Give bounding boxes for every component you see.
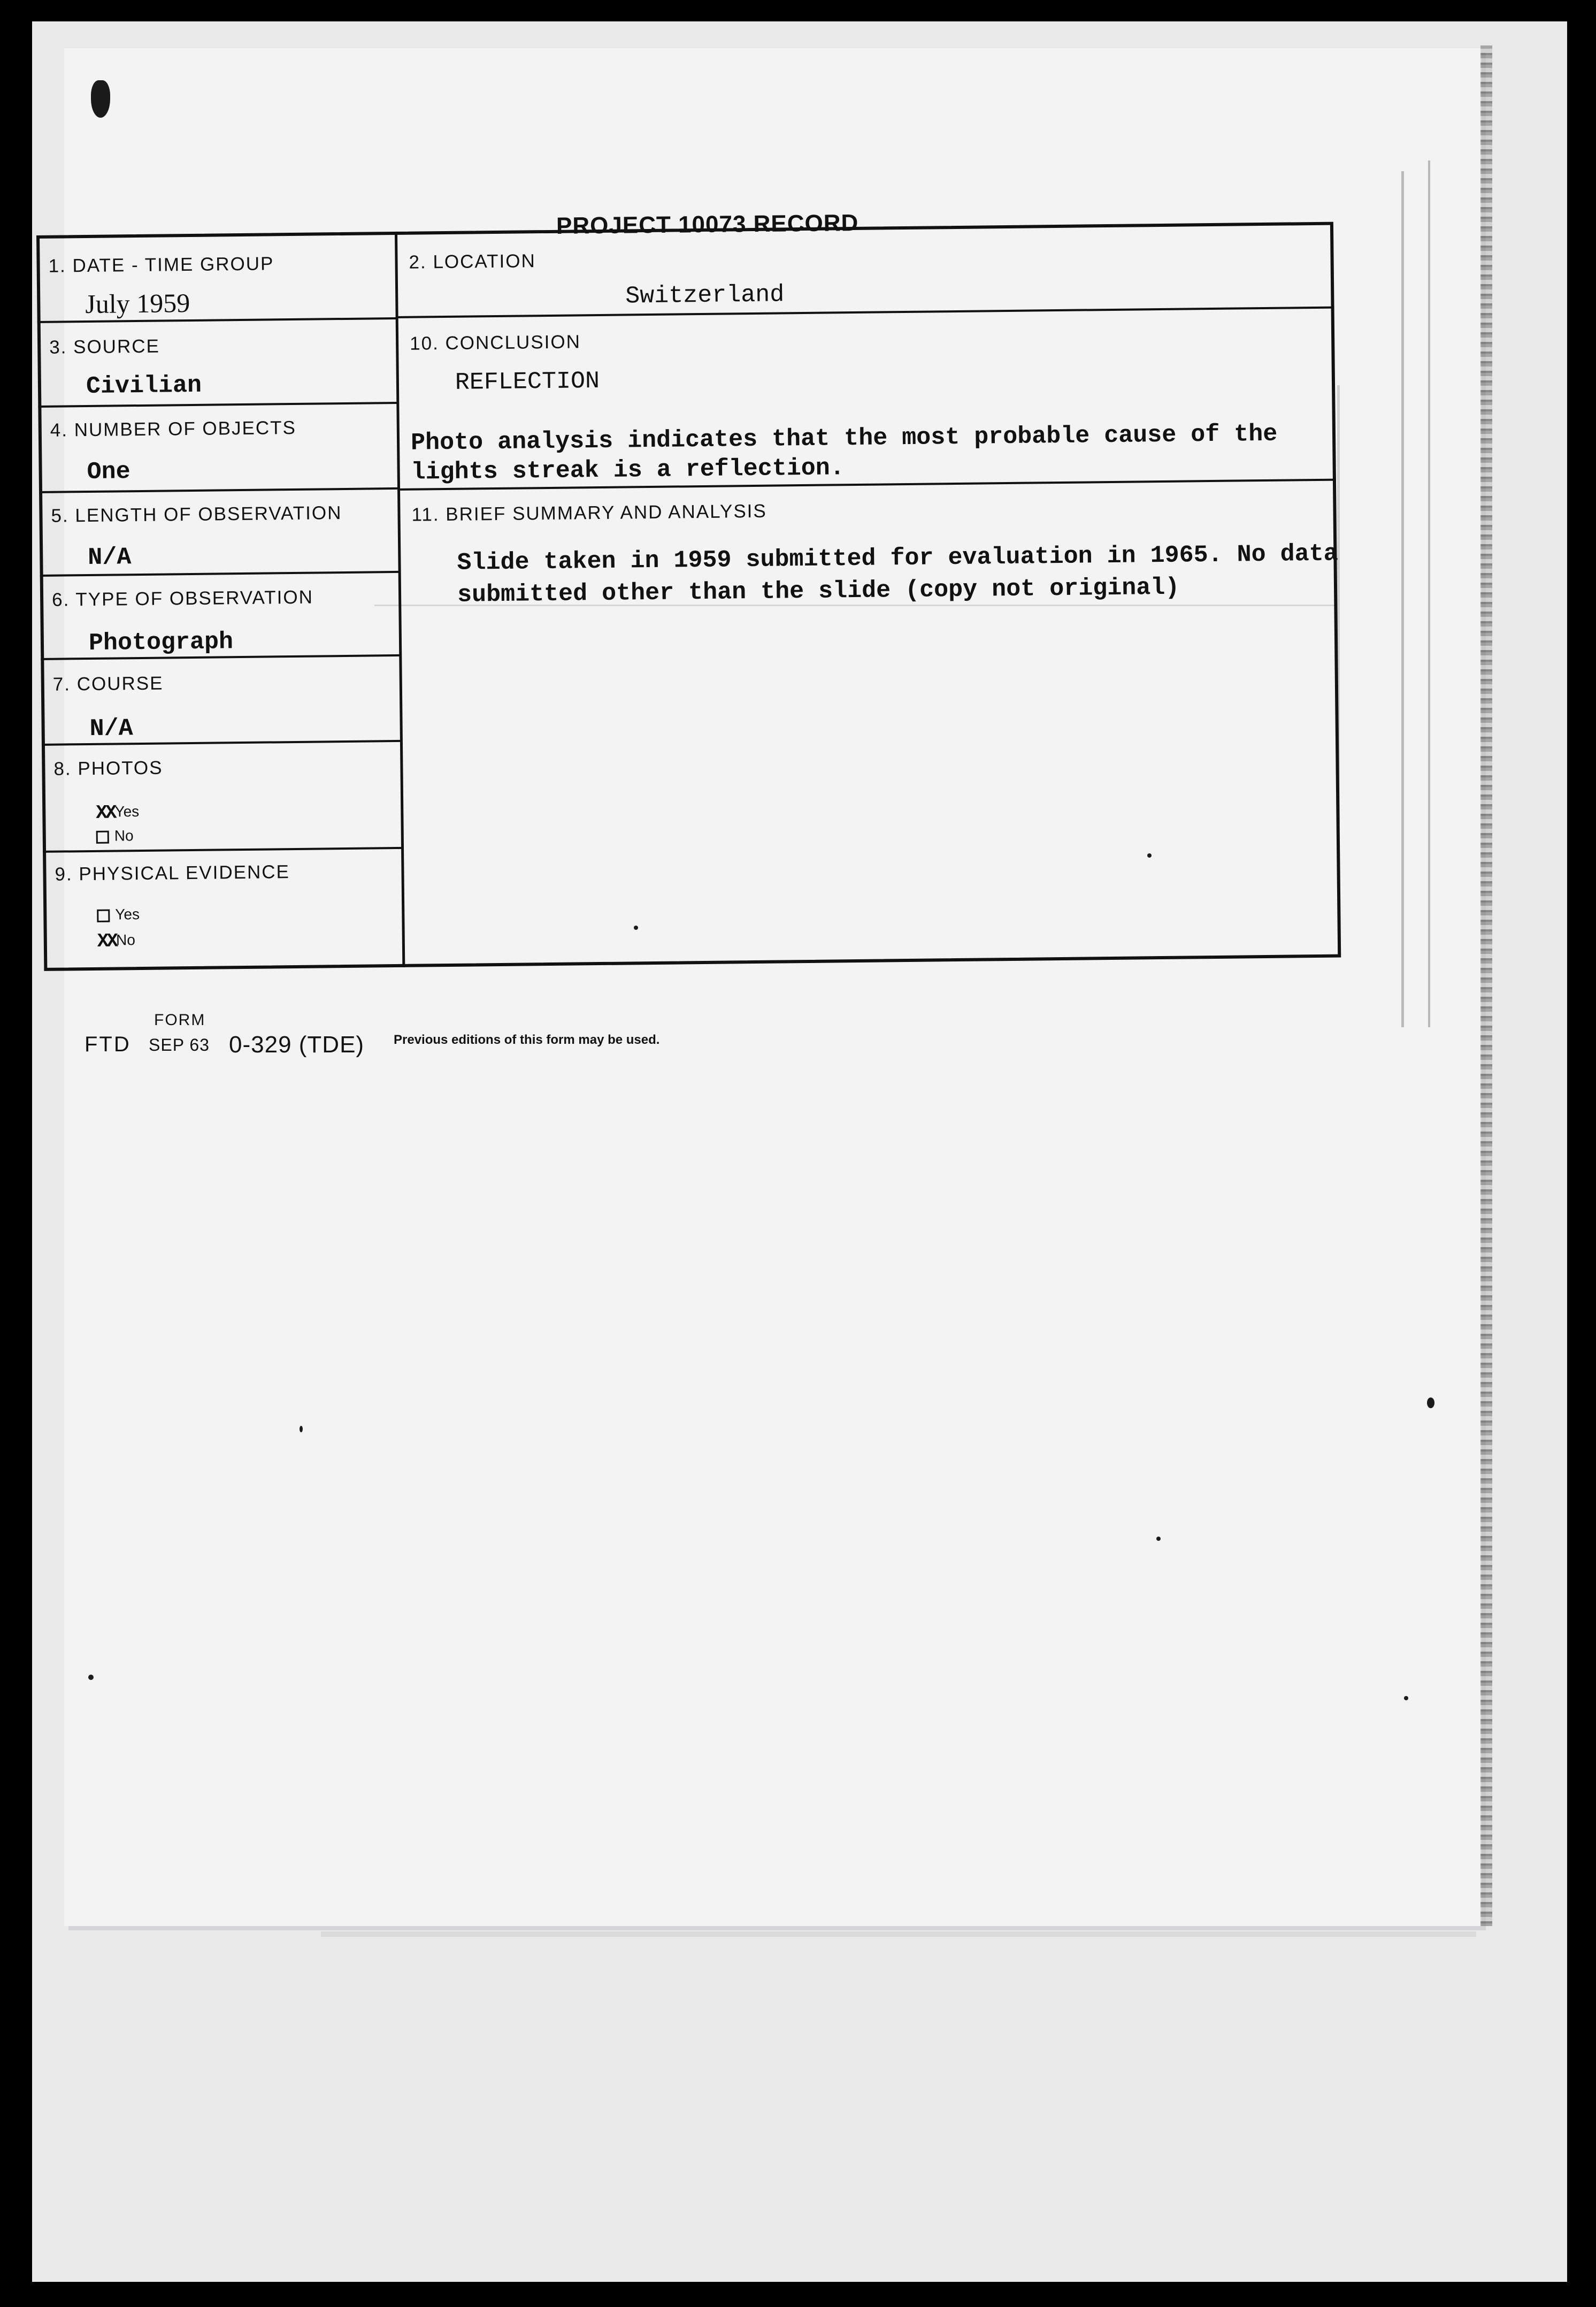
location-label: 2. LOCATION [409, 250, 536, 273]
type-of-observation-value: Photograph [88, 628, 234, 658]
form-title: PROJECT 10073 RECORD [556, 210, 859, 239]
scan-speck [88, 1675, 94, 1680]
conclusion-detail-line1: Photo analysis indicates that the most probable cause of the [410, 420, 1278, 457]
page-edge-shadow [1480, 45, 1492, 1926]
footer-note: Previous editions of this form may be used. [394, 1033, 660, 1047]
brief-summary-line2: submitted other than the slide (copy not original) [457, 574, 1180, 609]
photos-option-no [96, 827, 134, 845]
physical-evidence-no-text: No [116, 931, 135, 949]
checked-mark: XX [96, 801, 115, 824]
record-form [36, 222, 1341, 971]
bleed-through-rule [1401, 171, 1404, 1027]
footer-form-number: 0-329 (TDE) [229, 1032, 365, 1058]
physical-evidence-yes-text: Yes [115, 906, 140, 923]
footer-date: SEP 63 [149, 1035, 210, 1055]
physical-evidence-option-yes [97, 906, 140, 923]
bleed-through-rule [321, 1931, 1476, 1937]
checkbox-icon [96, 830, 109, 843]
date-time-group-label: 1. DATE - TIME GROUP [48, 253, 274, 277]
date-time-group-value: July 1959 [85, 288, 190, 319]
checkbox-icon [97, 909, 110, 922]
scan-speck [91, 80, 110, 118]
photos-label: 8. PHOTOS [53, 757, 163, 780]
conclusion-value: REFLECTION [455, 367, 600, 396]
checked-mark: XX [97, 930, 117, 952]
photos-no-text: No [114, 827, 134, 844]
photos-option-yes [96, 801, 139, 824]
scan-speck [300, 1426, 303, 1432]
footer-form-word: FORM [154, 1011, 206, 1029]
photos-yes-text: Yes [114, 803, 140, 820]
length-of-observation-label: 5. LENGTH OF OBSERVATION [51, 502, 342, 526]
conclusion-label: 10. CONCLUSION [409, 331, 581, 354]
conclusion-detail-line2: lights streak is a reflection. [411, 454, 845, 486]
course-value: N/A [89, 715, 133, 743]
length-of-observation-value: N/A [88, 544, 132, 572]
brief-summary-line1: Slide taken in 1959 submitted for evaluation in 1965. No data [457, 540, 1338, 577]
source-value: Civilian [86, 371, 202, 401]
scan-speck [1404, 1696, 1408, 1700]
footer-agency: FTD [85, 1033, 131, 1056]
source-label: 3. SOURCE [49, 335, 160, 358]
scan-speck [1156, 1537, 1161, 1541]
number-of-objects-label: 4. NUMBER OF OBJECTS [50, 417, 297, 441]
bleed-through-rule [1428, 161, 1430, 1027]
physical-evidence-label: 9. PHYSICAL EVIDENCE [55, 861, 290, 885]
location-value: Switzerland [625, 281, 785, 310]
brief-summary-label: 11. BRIEF SUMMARY AND ANALYSIS [411, 500, 767, 525]
type-of-observation-label: 6. TYPE OF OBSERVATION [51, 586, 314, 610]
scan-speck [1427, 1397, 1434, 1408]
course-label: 7. COURSE [52, 673, 164, 695]
physical-evidence-option-no [97, 930, 135, 952]
number-of-objects-value: One [87, 458, 131, 486]
